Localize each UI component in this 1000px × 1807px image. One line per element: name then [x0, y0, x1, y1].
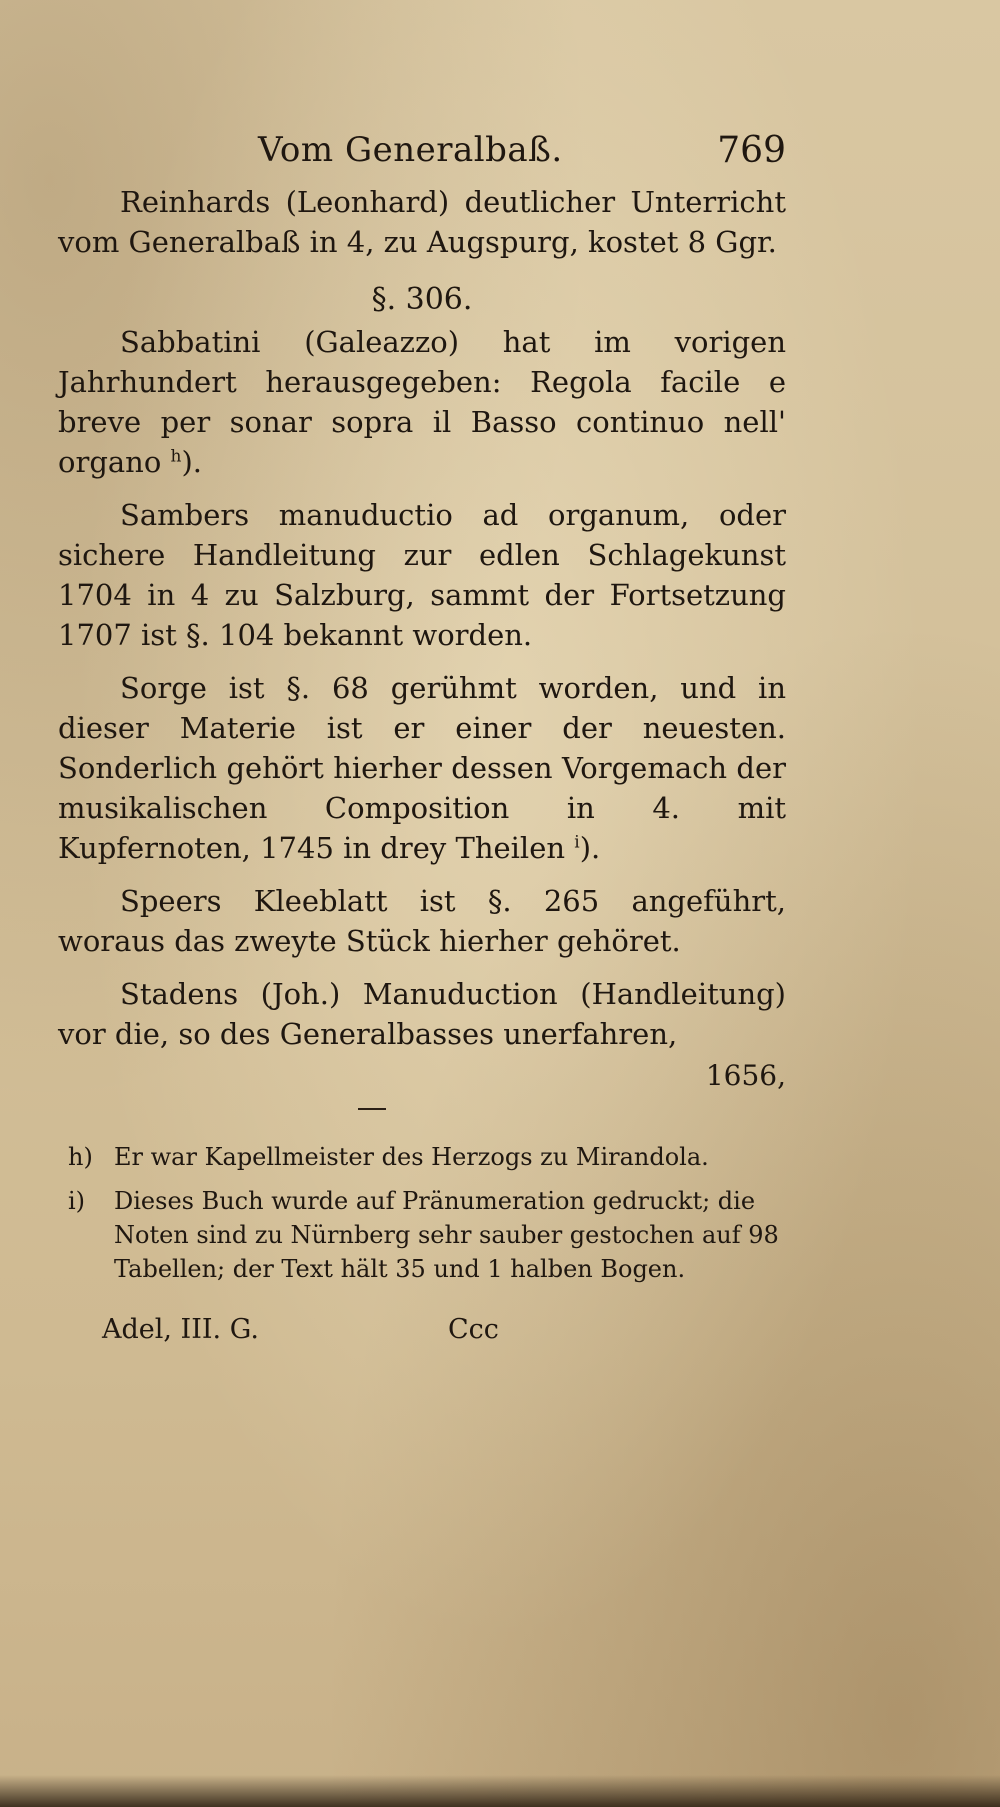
footnote-ref-i: i: [574, 832, 580, 853]
footnote-text: Dieses Buch wurde auf Pränumeration gedruckt; die Noten sind zu Nürnberg sehr sauber gestochen auf 98 Tabellen; der Text hält 35 und 1 halben Bogen.: [114, 1187, 779, 1283]
paragraph-sambers: Sambers manuductio ad organum, oder sichere Handleitung zur edlen Schlagekunst 1704 in 4 zu Salzburg, sammt der Fortsetzung 1707 ist §. 104 bekannt worden.: [58, 498, 786, 652]
paragraph-sabbatini: [58, 322, 786, 482]
paragraph-sorge-text: Sorge ist §. 68 gerühmt worden, und in dieser Materie ist er einer der neuesten. Sonderlich gehört hierher dessen Vorgemach der musikalischen Composition in 4. mit Kupfernoten, 1745 in drey Theilen: [58, 671, 786, 865]
paragraph-sabbatini-text: Sabbatini (Galeazzo) hat im vorigen Jahrhundert herausgegeben: Regola facile e breve per sonar sopra il Basso continuo nell' organo: [58, 325, 786, 479]
sheet-signature: Ccc: [448, 1314, 499, 1345]
signature-line: [58, 1314, 786, 1354]
volume-signature: Adel, III. G.: [102, 1314, 259, 1345]
footnote-i: [58, 1184, 786, 1286]
footnote-label: h): [68, 1143, 93, 1171]
section-heading: §. 306.: [371, 282, 473, 317]
paragraph-stadens: Stadens (Joh.) Manuduction (Handleitung) vor die, so des Generalbasses unerfahren,: [58, 977, 786, 1051]
footnote-divider: [358, 1108, 386, 1110]
page-number: 769: [717, 130, 786, 171]
footnote-ref-h: h: [170, 446, 182, 467]
paragraph-speers: Speers Kleeblatt ist §. 265 angeführt, woraus das zweyte Stück hierher gehöret.: [58, 884, 786, 958]
footnote-h: [58, 1140, 786, 1174]
footnote-ref-i-close: ).: [579, 831, 601, 865]
text-block: [58, 110, 786, 1354]
catchword: 1656,: [705, 1059, 786, 1092]
footnote-text: Er war Kapellmeister des Herzogs zu Mirandola.: [114, 1143, 709, 1171]
footnote-label: i): [68, 1187, 86, 1215]
paragraph-reinhards: Reinhards (Leonhard) deutlicher Unterricht vom Generalbaß in 4, zu Augspurg, kostet 8 Ggr.: [58, 185, 786, 259]
footnotes: [58, 1140, 786, 1286]
running-head: [58, 110, 786, 170]
footnote-ref-h-close: ).: [181, 445, 203, 479]
page-edge-shadow: [0, 1775, 1000, 1807]
running-title: Vom Generalbaß.: [258, 130, 563, 170]
paragraph-sorge: [58, 668, 786, 868]
